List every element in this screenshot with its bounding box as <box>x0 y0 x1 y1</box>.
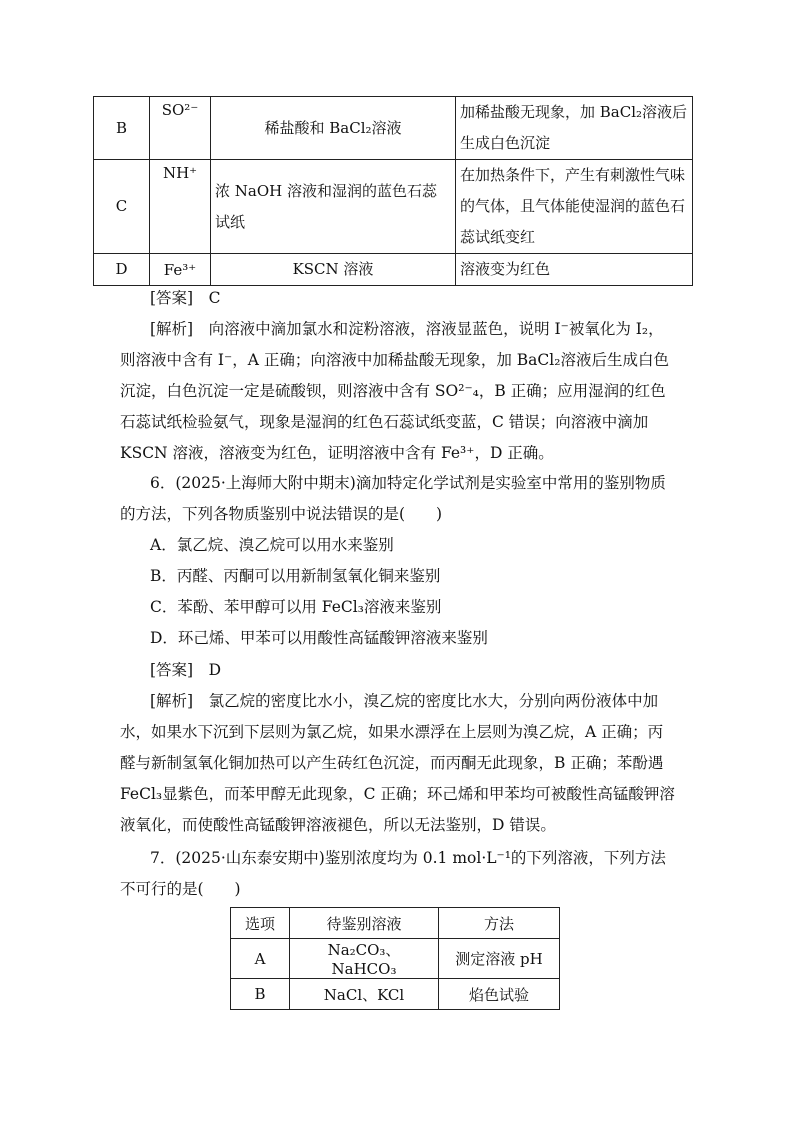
reagent-cell: 稀盐酸和 BaCl₂溶液 <box>211 97 456 160</box>
option-cell: B <box>94 97 150 160</box>
option-cell: C <box>94 160 150 254</box>
table-row <box>231 939 560 979</box>
ion-cell: SO²⁻ <box>150 97 211 160</box>
reagent-cell: KSCN 溶液 <box>211 254 456 286</box>
q7-stem: 7．(2025·山东泰安期中)鉴别浓度均为 0.1 mol·L⁻¹的下列溶液，下列方法不可行的是( ) <box>120 849 666 898</box>
table-cell: A <box>231 939 290 979</box>
table-cell: 测定溶液 pH <box>439 939 560 979</box>
ion-cell: Fe³⁺ <box>150 254 211 286</box>
reagent-cell: 浓 NaOH 溶液和湿润的蓝色石蕊试纸 <box>211 160 456 254</box>
table-cell: Na₂CO₃、NaHCO₃ <box>290 939 439 979</box>
q6-option-d: D．环己烯、甲苯可以用酸性高锰酸钾溶液来鉴别 <box>150 629 488 647</box>
table-header: 方法 <box>439 908 560 939</box>
phenomenon-cell: 溶液变为红色 <box>456 254 693 286</box>
q6-option-b: B．丙醛、丙酮可以用新制氢氧化铜来鉴别 <box>150 567 441 585</box>
q6-analysis: [解析] 氯乙烷的密度比水小，溴乙烷的密度比水大，分别向两份液体中加水，如果水下沉到下层则为氯乙烷，如果水漂浮在上层则为溴乙烷，A 正确；丙醛与新制氢氧化铜加热可以产生砖红色沉淀，而丙酮无此现象，B 正确；苯酚遇 FeCl₃显紫色，而苯甲醇无此现象，C 正确；环己烯和甲苯均可被酸性高锰酸钾溶液氧化，而使酸性高锰酸钾溶液褪色，所以无法鉴别，D 错误。 <box>120 692 675 834</box>
table-row <box>94 160 693 254</box>
q6-stem: 6．(2025·上海师大附中期末)滴加特定化学试剂是实验室中常用的鉴别物质的方法，下列各物质鉴别中说法错误的是( ) <box>120 474 666 523</box>
ion-cell: NH⁺ <box>150 160 211 254</box>
table-row <box>231 979 560 1010</box>
table-cell: NaCl、KCl <box>290 979 439 1010</box>
phenomenon-cell: 加稀盐酸无现象，加 BaCl₂溶液后生成白色沉淀 <box>456 97 693 160</box>
table-row <box>94 254 693 286</box>
phenomenon-cell: 在加热条件下，产生有刺激性气味的气体，且气体能使湿润的蓝色石蕊试纸变红 <box>456 160 693 254</box>
table-header: 待鉴别溶液 <box>290 908 439 939</box>
table-header: 选项 <box>231 908 290 939</box>
q5-analysis: [解析] 向溶液中滴加氯水和淀粉溶液，溶液显蓝色，说明 I⁻被氧化为 I₂，则溶液中含有 I⁻，A 正确；向溶液中加稀盐酸无现象，加 BaCl₂溶液后生成白色沉淀，白色沉淀一定是硫酸钡，则溶液中含有 SO²⁻₄，B 正确；应用湿润的红色石蕊试纸检验氨气，现象是湿润的红色石蕊试纸变蓝，C 错误；向溶液中滴加 KSCN 溶液，溶液变为红色，证明溶液中含有 Fe³⁺，D 正确。 <box>120 320 669 462</box>
identification-table-continued <box>93 96 693 286</box>
q6-answer: [答案] D <box>150 661 222 679</box>
table-row <box>94 97 693 160</box>
option-cell: D <box>94 254 150 286</box>
q6-option-a: A．氯乙烷、溴乙烷可以用水来鉴别 <box>150 536 394 554</box>
table-header-row <box>231 908 560 939</box>
table-cell: 焰色试验 <box>439 979 560 1010</box>
q5-answer: [答案] C <box>150 289 221 307</box>
q6-option-c: C．苯酚、苯甲醇可以用 FeCl₃溶液来鉴别 <box>150 598 442 616</box>
q7-table <box>230 907 560 1010</box>
table-cell: B <box>231 979 290 1010</box>
